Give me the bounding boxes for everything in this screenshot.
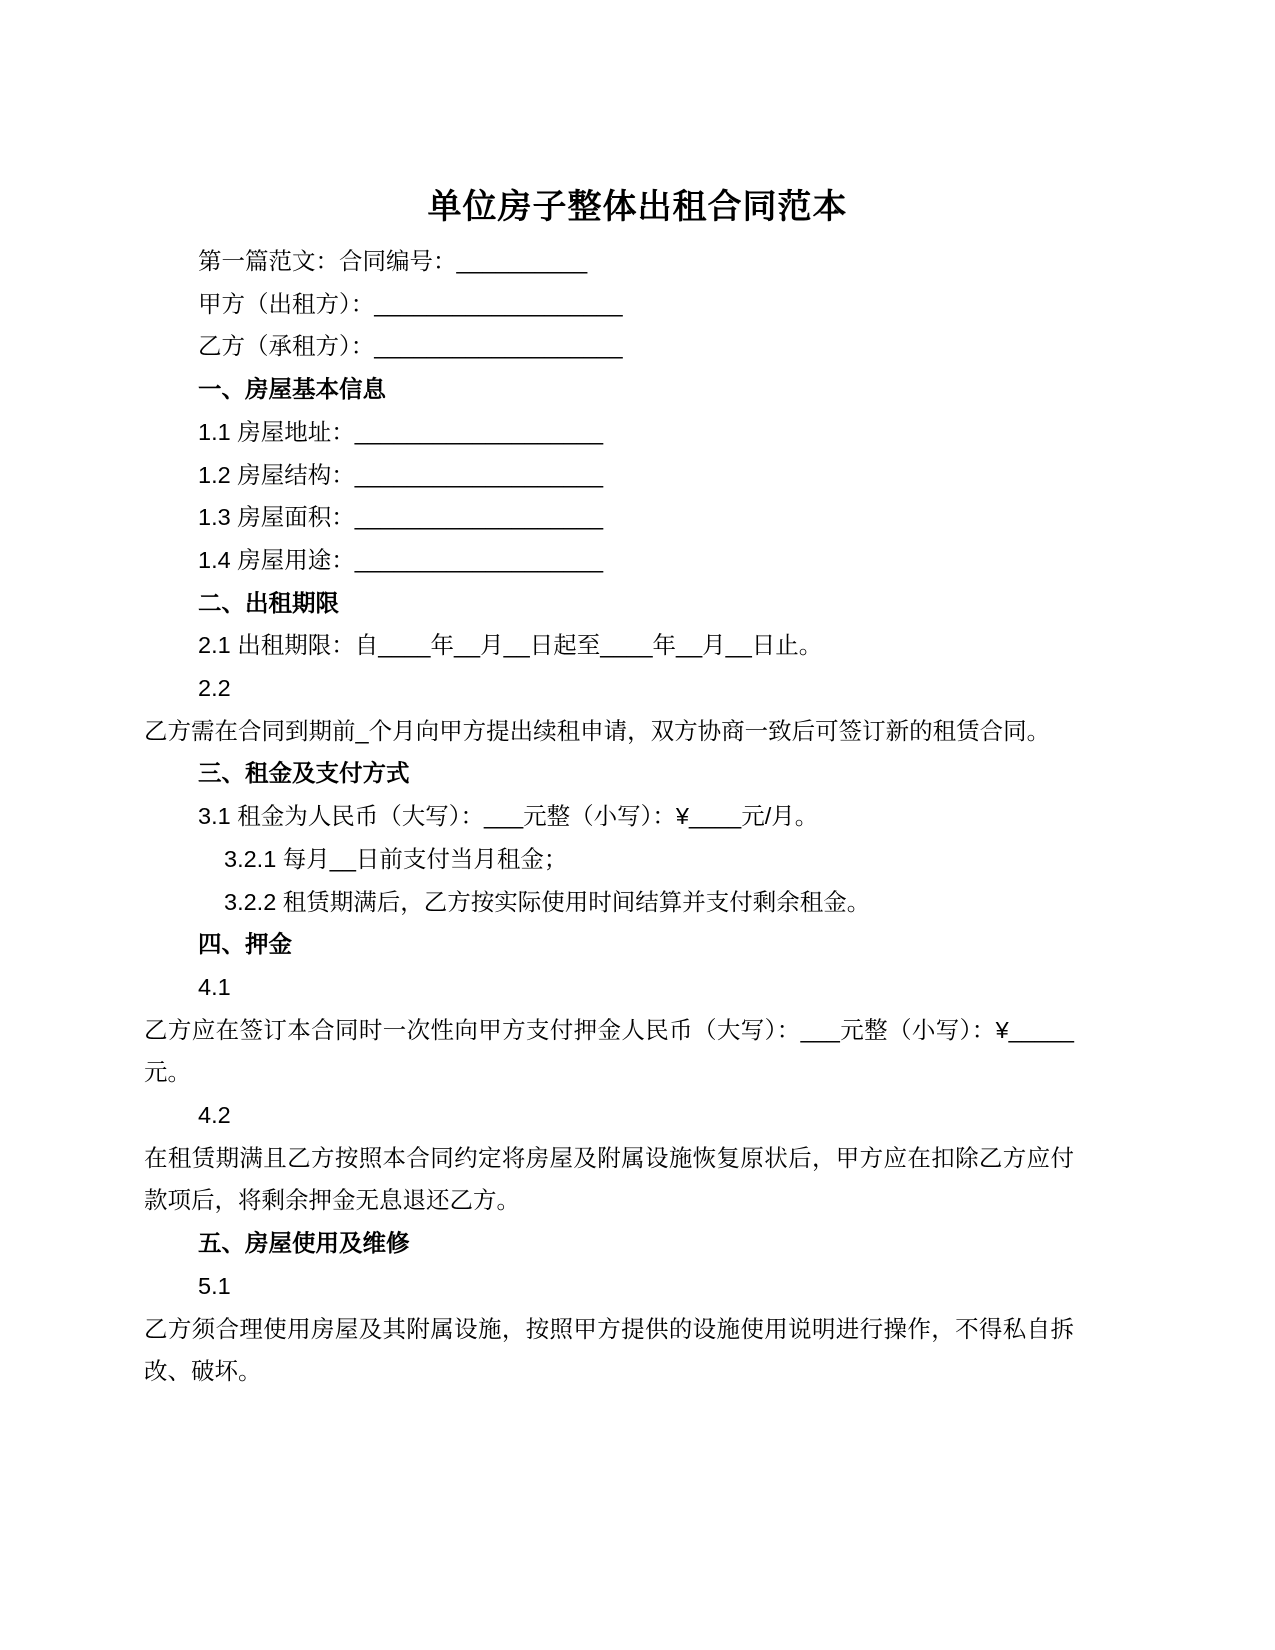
section-3-heading: 三、租金及支付方式 [198,760,410,787]
clause-4-1-number: 4.1 [198,973,231,1000]
document-title: 单位房子整体出租合同范本 [427,188,848,226]
clause-2-2-text: 乙方需在合同到期前_个月向甲方提出续租申请，双方协商一致后可签订新的租赁合同。 [144,717,1051,744]
clause-1-2: 1.2 房屋结构：___________________ [198,461,604,488]
clause-5-1-text: 乙方须合理使用房屋及其附属设施，按照甲方提供的设施使用说明进行操作，不得私自拆改、破坏。 [144,1315,1074,1385]
clause-4-2-number: 4.2 [198,1102,231,1129]
document-body [144,240,1074,1393]
party-b-line: 乙方（承租方）：___________________ [198,333,623,360]
clause-3-2-2: 3.2.2 租赁期满后，乙方按实际使用时间结算并支付剩余租金。 [224,888,871,915]
clause-2-1: 2.1 出租期限：自____年__月__日起至____年__月__日止。 [198,632,823,659]
clause-4-1-text: 乙方应在签订本合同时一次性向甲方支付押金人民币（大写）：___元整（小写）：¥_____元。 [144,1016,1074,1086]
section-5-heading: 五、房屋使用及维修 [198,1230,410,1257]
clause-4-2-text: 在租赁期满且乙方按照本合同约定将房屋及附属设施恢复原状后，甲方应在扣除乙方应付款项后，将剩余押金无息退还乙方。 [144,1144,1074,1214]
contract-intro-line: 第一篇范文：合同编号：__________ [198,248,588,274]
clause-1-3: 1.3 房屋面积：___________________ [198,504,604,531]
party-a-line: 甲方（出租方）：___________________ [198,290,623,317]
clause-1-1: 1.1 房屋地址：___________________ [198,418,604,445]
clause-1-4: 1.4 房屋用途：___________________ [198,546,604,573]
clause-3-1: 3.1 租金为人民币（大写）：___元整（小写）：¥____元/月。 [198,803,819,830]
clause-3-2-1: 3.2.1 每月__日前支付当月租金； [224,845,568,872]
clause-2-2-number: 2.2 [198,675,231,702]
section-1-heading: 一、房屋基本信息 [198,376,386,403]
section-4-heading: 四、押金 [198,931,292,958]
clause-5-1-number: 5.1 [198,1272,231,1299]
section-2-heading: 二、出租期限 [198,589,339,616]
